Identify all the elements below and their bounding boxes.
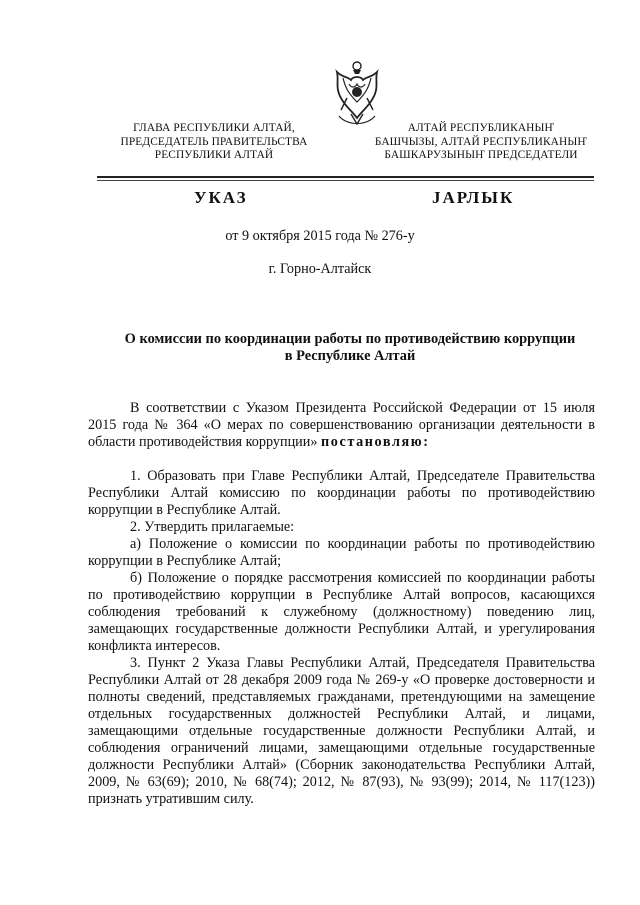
document-body [88, 400, 595, 808]
header-divider-thin [97, 180, 594, 181]
resolution-keyword: постановляю: [320, 434, 430, 450]
paragraph-1: 1. Образовать при Главе Республики Алтай, Председателе Правительства Республики Алтай комиссию по координации работы по противодействию коррупции в Республике Алтай. [88, 468, 595, 518]
preamble-text: В соответствии с Указом Президента Российской Федерации от 15 июля 2015 года № 364 «О мерах по совершенствованию организации деятельности в области противодействия коррупции» [88, 400, 595, 450]
issuer-line: ПРЕДСЕДАТЕЛЬ ПРАВИТЕЛЬСТВА [120, 135, 308, 148]
header-divider [97, 176, 594, 178]
issuer-header-russian [104, 122, 324, 163]
issuer-line: БАШЧЫЗЫ, АЛТАЙ РЕСПУБЛИКАНЫҤ [374, 135, 588, 148]
issuer-line: РЕСПУБЛИКИ АЛТАЙ [154, 149, 274, 162]
preamble-paragraph [88, 400, 595, 451]
paragraph-3: 3. Пункт 2 Указа Главы Республики Алтай, Председателя Правительства Республики Алтай от 28 декабря 2009 года № 269-у «О проверке достоверности и полноты сведений, представляемых гражданами, претендующими на замещение отдельных государственных должностей Республики Алтай, и лицами, замещающими отдельные государственные должности Республики Алтай, и соблюдения ограничений лицами, замещающими отдельные государственные должности Республики Алтай» (Сборник законодательства Республики Алтай, 2009, № 63(69); 2010, № 68(74); 2012, № 87(93), № 93(99); 2014, № 117(123)) признать утратившим силу. [88, 655, 595, 807]
paragraph-2b: б) Положение о порядке рассмотрения комиссией по координации работы по противодействию коррупции в Республике Алтай вопросов, касающихся соблюдения требований к служебному (должностному) поведению лиц, замещающих государственные должности Республики Алтай, и урегулирования конфликта интересов. [88, 570, 595, 654]
issuer-header-altai [356, 122, 606, 163]
document-title-line: О комиссии по координации работы по противодействию коррупции [124, 331, 576, 347]
date-number-line: от 9 октября 2015 года № 276-у [225, 228, 415, 244]
document-title [80, 331, 620, 365]
document-type-russian: УКАЗ [194, 188, 248, 207]
document-title-line: в Республике Алтай [284, 348, 416, 364]
issuer-line: БАШКАРУЗЫНЫҤ ПРЕДСЕДАТЕЛИ [384, 149, 578, 162]
paragraph-2: 2. Утвердить прилагаемые: [130, 519, 295, 535]
document-type-altai: JАРЛЫК [432, 188, 515, 207]
issuer-line: ГЛАВА РЕСПУБЛИКИ АЛТАЙ, [133, 122, 295, 134]
paragraph-2a: а) Положение о комиссии по координации работы по противодействию коррупции в Республике Алтай; [88, 536, 595, 569]
coat-of-arms-icon [329, 58, 385, 130]
issuer-line: АЛТАЙ РЕСПУБЛИКАНЫҤ [407, 122, 555, 134]
city-line: г. Горно-Алтайск [268, 261, 372, 277]
